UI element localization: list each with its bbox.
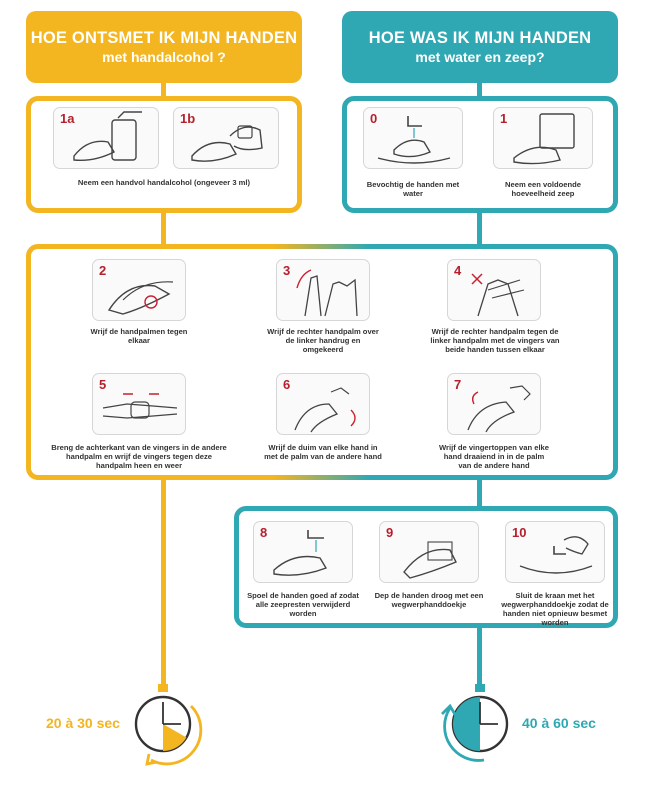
- alcohol-subtitle: met handalcohol ?: [102, 49, 226, 65]
- step-9-tile: [379, 521, 479, 583]
- alcohol-duration: 20 à 30 sec: [46, 715, 120, 731]
- step-4-tile: [447, 259, 541, 321]
- step-4-caption: Wrijf de rechter handpalm tegen de linker handpalm met de vingers van beide handen tussen elkaar: [430, 327, 560, 354]
- hand-illustration-icon: [93, 374, 186, 435]
- hand-illustration-icon: [54, 108, 159, 169]
- connector-right-to-bottom: [477, 478, 482, 508]
- connector-right-down: [477, 626, 482, 686]
- step-4-number: 4: [454, 263, 462, 278]
- step-6-tile: [276, 373, 370, 435]
- water-clock-icon: [436, 684, 520, 768]
- hand-illustration-icon: [448, 260, 541, 321]
- water-subtitle: met water en zeep?: [415, 49, 545, 65]
- hand-illustration-icon: [380, 522, 479, 583]
- step-9-number: 9: [386, 525, 394, 540]
- step-5-tile: [92, 373, 186, 435]
- common-steps-box: [26, 244, 618, 480]
- hand-illustration-icon: [93, 260, 186, 321]
- step-2-tile: [92, 259, 186, 321]
- hand-illustration-icon: [494, 108, 593, 169]
- step-1b-number: 1b: [180, 111, 196, 126]
- step-7-caption: Wrijf de vingertoppen van elke hand draaiend in in de palm van de andere hand: [439, 443, 549, 470]
- step-9-caption: Dep de handen droog met een wegwerphanddoekje: [374, 591, 484, 609]
- hand-illustration-icon: [254, 522, 353, 583]
- step-1a-tile: [53, 107, 159, 169]
- alcohol-header: [26, 11, 302, 83]
- step-10-caption: Sluit de kraan met het wegwerphanddoekje zodat de handen niet opnieuw besmet worden: [501, 591, 609, 627]
- step-8-number: 8: [260, 525, 268, 540]
- connector-left-down: [161, 478, 166, 686]
- step-5-caption: Breng de achterkant van de vingers in de andere handpalm en wrijf de vingers tegen deze handpalm heen en weer: [51, 443, 227, 470]
- water-duration: 40 à 60 sec: [522, 715, 596, 731]
- water-start-box: [342, 96, 618, 213]
- step-8-tile: [253, 521, 353, 583]
- connector-mid-left: [161, 210, 166, 246]
- alcohol-title: HOE ONTSMET IK MIJN HANDEN: [30, 29, 298, 47]
- step-1a-number: 1a: [60, 111, 75, 126]
- step-7-tile: [447, 373, 541, 435]
- water-title: HOE WAS IK MIJN HANDEN: [368, 29, 592, 47]
- step-6-caption: Wrijf de duim van elke hand in met de palm van de andere hand: [264, 443, 382, 461]
- alcohol-start-box: [26, 96, 302, 213]
- step-3-caption: Wrijf de rechter handpalm over de linker handrug en omgekeerd: [267, 327, 379, 354]
- alcohol-clock-icon: [127, 684, 203, 768]
- hand-illustration-icon: [506, 522, 605, 583]
- water-header: [342, 11, 618, 83]
- step-7-number: 7: [454, 377, 462, 392]
- step-10-tile: [505, 521, 605, 583]
- step-1-caption: Neem een voldoende hoeveelheid zeep: [505, 180, 581, 198]
- hand-illustration-icon: [448, 374, 541, 435]
- step-0-tile: [363, 107, 463, 169]
- hand-illustration-icon: [174, 108, 279, 169]
- step-5-number: 5: [99, 377, 107, 392]
- step-10-number: 10: [512, 525, 527, 540]
- step-0-number: 0: [370, 111, 378, 126]
- hand-illustration-icon: [364, 108, 463, 169]
- step-3-tile: [276, 259, 370, 321]
- step-1-tile: [493, 107, 593, 169]
- step-6-number: 6: [283, 377, 291, 392]
- water-finish-box: [234, 506, 618, 628]
- step-1ab-caption: Neem een handvol handalcohol (ongeveer 3 ml): [77, 178, 251, 187]
- connector-mid-right: [477, 210, 482, 246]
- hand-illustration-icon: [277, 260, 370, 321]
- step-2-caption: Wrijf de handpalmen tegen elkaar: [90, 327, 188, 345]
- step-1-number: 1: [500, 111, 508, 126]
- step-0-caption: Bevochtig de handen met water: [366, 180, 460, 198]
- step-8-caption: Spoel de handen goed af zodat alle zeepresten verwijderd worden: [247, 591, 359, 618]
- step-2-number: 2: [99, 263, 107, 278]
- step-3-number: 3: [283, 263, 291, 278]
- hand-illustration-icon: [277, 374, 370, 435]
- step-1b-tile: [173, 107, 279, 169]
